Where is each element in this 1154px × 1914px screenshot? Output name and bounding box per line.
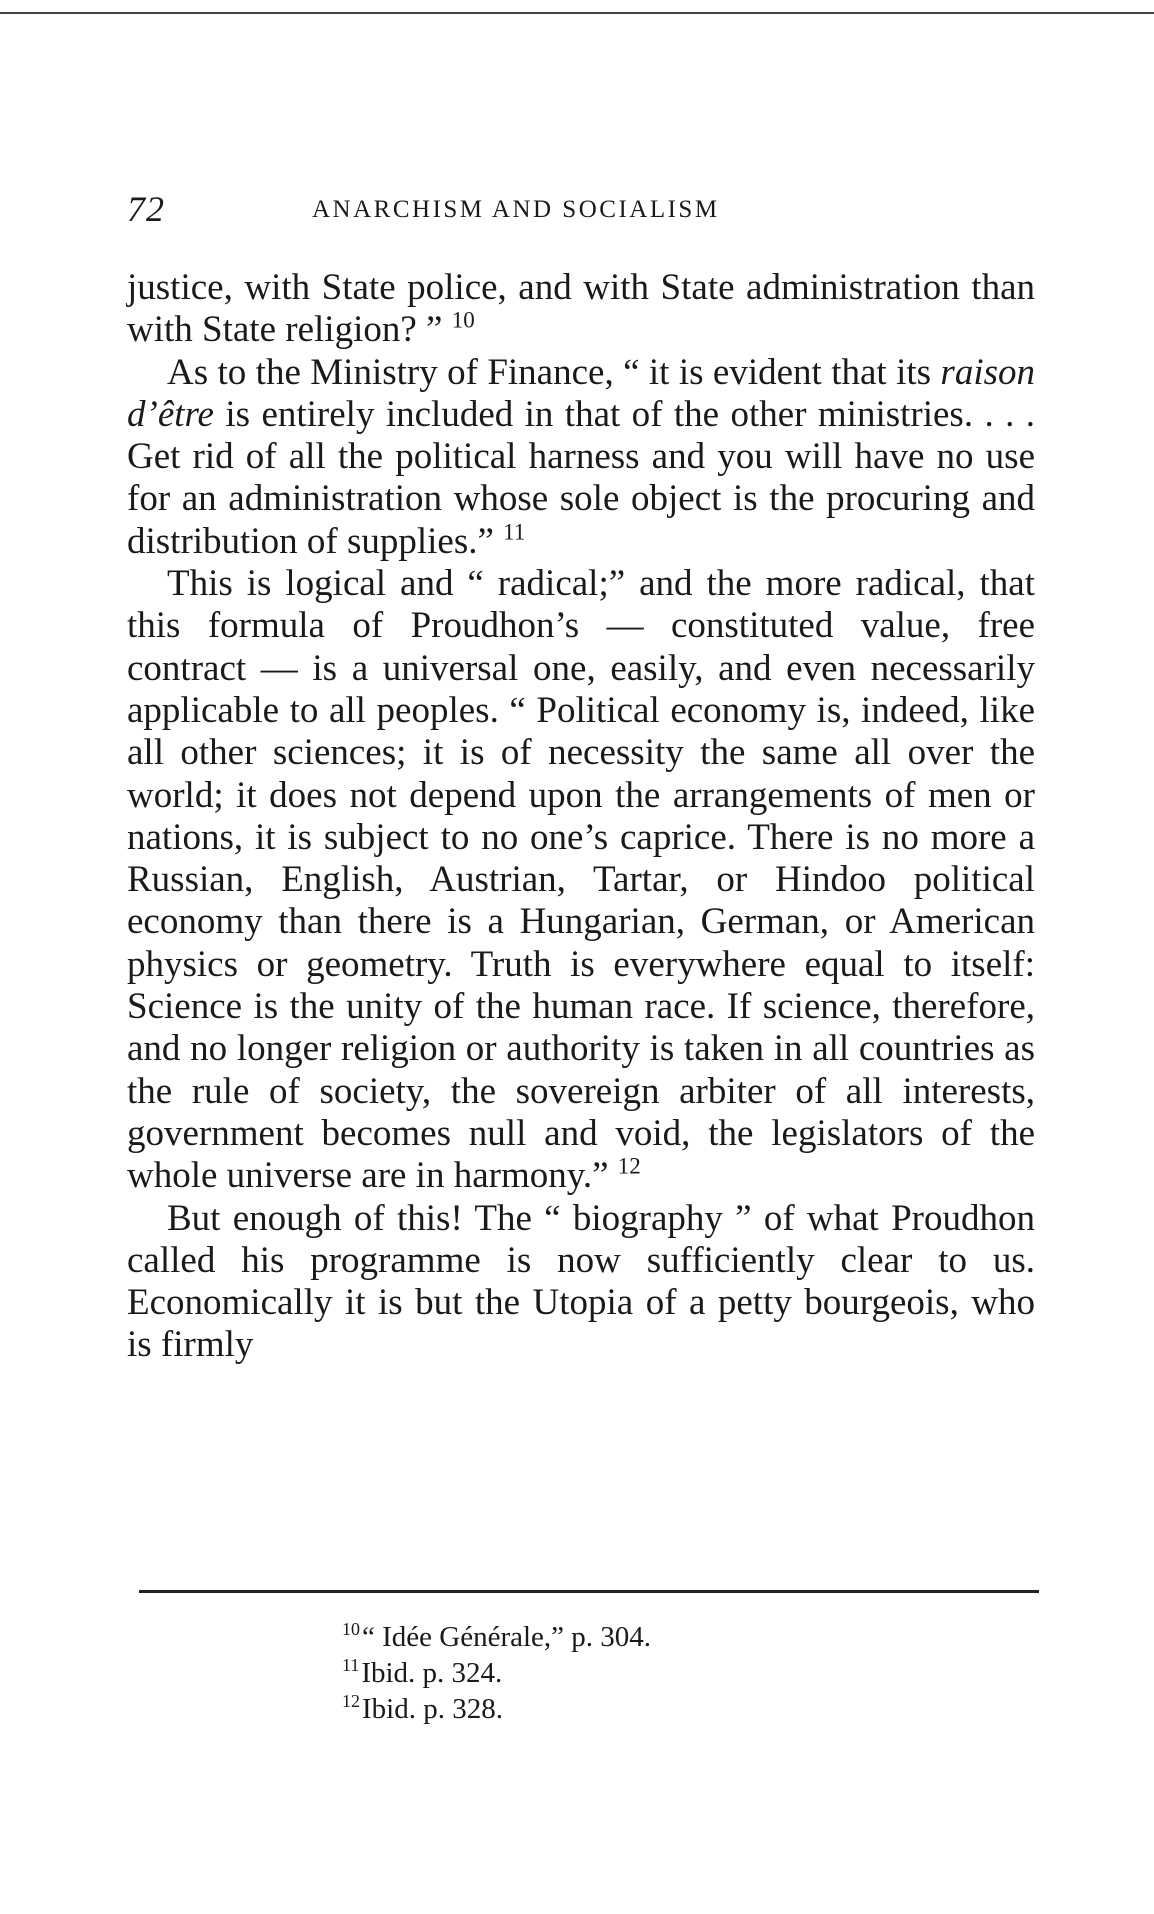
paragraph-2-italic-phrase: raison d’être xyxy=(127,351,1035,435)
footnote-11 xyxy=(342,1655,942,1691)
footnotes xyxy=(342,1619,942,1727)
footnote-mark: 10 xyxy=(342,1619,360,1640)
footnote-10 xyxy=(342,1619,942,1655)
paragraph-4 xyxy=(127,1198,1035,1367)
footnote-text: Ibid. p. 328. xyxy=(362,1693,503,1725)
footnote-ref-10: 10 xyxy=(451,307,475,333)
footnote-text: Ibid. p. 324. xyxy=(361,1657,503,1689)
paragraph-2 xyxy=(127,352,1035,563)
paragraph-1 xyxy=(127,267,1035,352)
page-header xyxy=(127,188,1027,238)
body-text xyxy=(127,267,1035,1367)
footnote-mark: 11 xyxy=(342,1655,360,1676)
footnote-mark: 12 xyxy=(342,1691,360,1712)
running-head: ANARCHISM AND SOCIALISM xyxy=(312,196,720,223)
paragraph-4-text: But enough of this! The “ biography ” of what Proudhon called his programme is now sufficiently clear to us. Economically it is but the Utopia of a petty bourgeois, who is firmly xyxy=(127,1197,1035,1366)
paragraph-3 xyxy=(127,563,1035,1197)
paragraph-3-text: This is logical and “ radical;” and the more radical, that this formula of Proudhon’s — constituted value, free contract — is a universal one, easily, and even necessarily applicable to all peoples. “ Political economy is, indeed, like all other sciences; it is of necessity the same all over the world; it does not depend upon the arrangements of men or nations, it is subject to no one’s caprice. There is no more a Russian, English, Austrian, Tartar, or Hindoo political economy than there is a Hungarian, German, or American physics or geometry. Truth is everywhere equal to itself: Science is the unity of the human race. If science, therefore, and no longer religion or authority is taken in all countries as the rule of society, the sovereign arbiter of all interests, government becomes null and void, the legislators of the whole universe are in harmony.” xyxy=(127,563,1035,1197)
footnote-rule xyxy=(139,1590,1039,1593)
footnote-text: “ Idée Générale,” p. 304. xyxy=(362,1621,652,1653)
footnote-ref-11: 11 xyxy=(503,519,526,545)
paragraph-2-text-start: As to the Ministry of Finance, “ it is evident that its xyxy=(167,351,941,393)
top-edge-rule xyxy=(0,12,1154,14)
footnote-ref-12: 12 xyxy=(617,1153,641,1179)
footnote-12 xyxy=(342,1691,942,1727)
paragraph-2-text-end: is entirely included in that of the other ministries. . . . Get rid of all the political harness and you will have no use for an administration whose sole object is the procuring and distribution of supplies.” xyxy=(127,393,1035,562)
page-number: 72 xyxy=(127,189,165,229)
paragraph-1-text: justice, with State police, and with State administration than with State religion? ” xyxy=(127,267,1035,351)
